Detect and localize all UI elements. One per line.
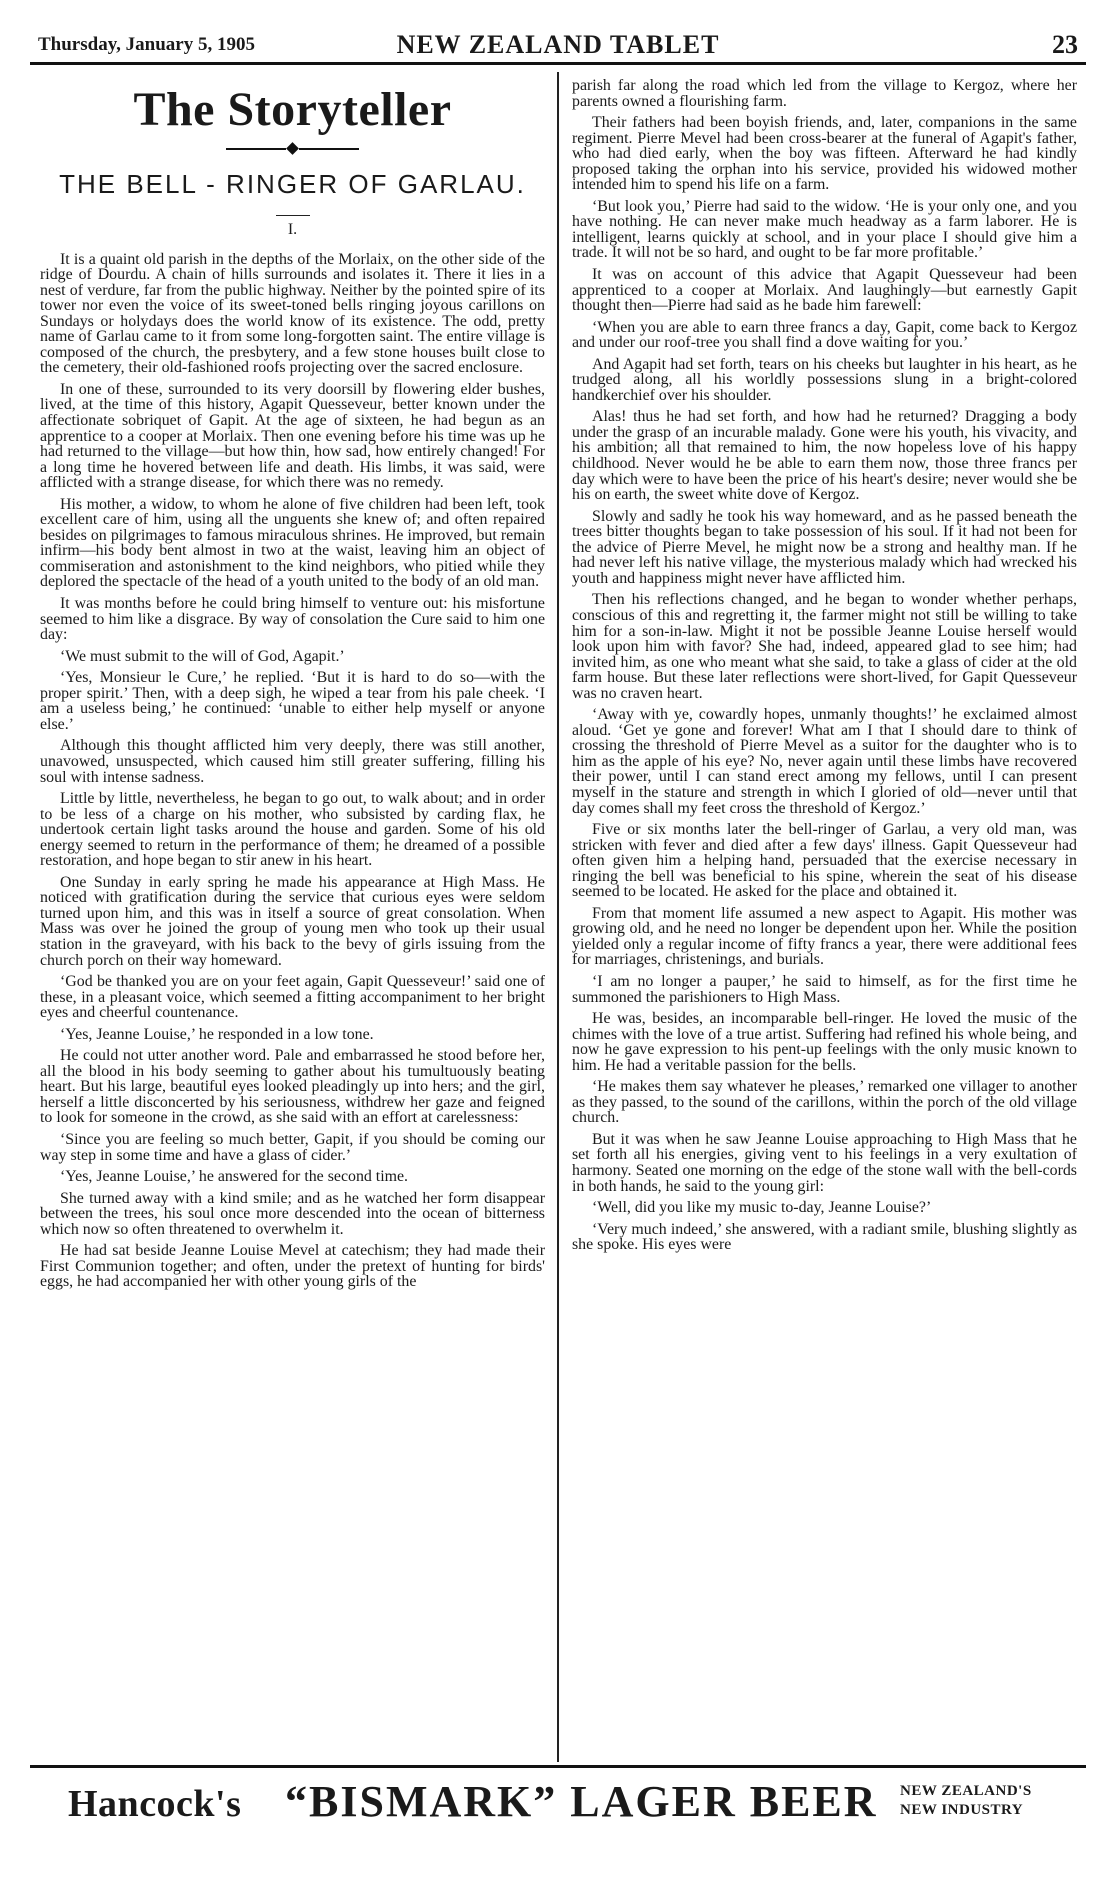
paragraph: It was months before he could bring himself to venture out: his misfortune seemed to him like a disgrace. By way of consolation the Cure said to him one day: bbox=[40, 595, 545, 644]
paragraph: His mother, a widow, to whom he alone of five children had been left, took excellent care of him, using all the unguents she knew of; and often repaired besides on pilgrimages to famous miraculous shrines. He improved, but remain infirm—his body bent almost in two at the waist, leaving him an object of commiseration and astonishment to the kind neighbors, who pitied while they deplored the spectacle of the head of a youth united to the body of an old man. bbox=[40, 495, 545, 591]
paragraph: Alas! thus he had set forth, and how had he returned? Dragging a body under the grasp of an incurable malady. Gone were his youth, his vivacity, and his ambition; all that remained to him, the now hopeless love of his happy childhood. Never would he be able to earn them now, those three francs per day which were to have been the price of his heart's desire; never would she be his on earth, the sweet white dove of Kergoz. bbox=[572, 408, 1077, 504]
paragraph: It was on account of this advice that Agapit Quesseveur had been apprenticed to a cooper at Morlaix. And laughingly—but earnestly Gapit thought then—Pierre had said as he bade him farewell: bbox=[572, 266, 1077, 315]
paragraph: He was, besides, an incomparable bell-ringer. He loved the music of the chimes with the love of a true artist. Suffering had refined his whole being, and now he gave expression to his pent-up feelings with the only music known to him. He had a veritable passion for the bells. bbox=[572, 1010, 1077, 1074]
chapter-number: I. bbox=[287, 221, 298, 238]
story-title: THE BELL - RINGER OF GARLAU. bbox=[59, 169, 526, 199]
paragraph: ‘But look you,’ Pierre had said to the widow. ‘He is your only one, and you have nothing. He can never make much headway as a farm laborer. He is intelligent, learns quickly at school, and in your place I should give him a trade. It will not be so hard, and ought to be far more profitable.’ bbox=[572, 197, 1077, 262]
paragraph: ‘We must submit to the will of God, Agapit.’ bbox=[60, 647, 345, 665]
diamond-icon bbox=[286, 142, 299, 155]
paragraph: It is a quaint old parish in the depths of the Morlaix, on the other side of the ridge of Dourdu. A chain of hills surrounds and isolates it. There it lies in a nest of verdure, far from the public highway. Neither by the pointed spire of its tower nor even the voice of its sweet-toned bells ringing joyous carillons on Sundays or holydays does the world know of its existence. The odd, pretty name of Garlau came to it from some long-forgotten saint. The entire village is composed of the church, the presbytery, and a few stone houses built close to the cemetery, their old-fashioned roofs projecting over the sacred enclosure. bbox=[40, 250, 545, 377]
paragraph: In one of these, surrounded to its very doorsill by flowering elder bushes, lived, at the time of this history, Agapit Quesseveur, better known under the affectionate sobriquet of Gapit. At the age of sixteen, he had begun as an apprentice to a cooper at Morlaix. Then one evening before his time was up he had returned to the village—but how thin, how sad, how entirely changed! For a long time he hovered between life and death. His limbs, it was said, were afflicted with a strange disease, for which there was no remedy. bbox=[40, 380, 545, 492]
paragraph: Although this thought afflicted him very deeply, there was still another, unavowed, unsuspected, which caused him still greater suffering, filling his soul with intense sadness. bbox=[40, 737, 545, 786]
ad-tagline-line-2: NEW INDUSTRY bbox=[900, 1802, 1024, 1818]
advertisement-banner bbox=[30, 1765, 1086, 1838]
column-divider bbox=[557, 72, 559, 1762]
paragraph: ‘God be thanked you are on your feet again, Gapit Quesseveur!’ said one of these, in a pleasant voice, which seemed a fitting accompaniment to her bright eyes and cheerful countenance. bbox=[40, 973, 545, 1022]
paragraph: And Agapit had set forth, tears on his cheeks but laughter in his heart, as he trudged along, all his worldly possessions slung in a bright-colored handkerchief over his shoulder. bbox=[572, 355, 1077, 404]
right-column bbox=[572, 78, 1077, 1758]
paragraph: ‘Yes, Jeanne Louise,’ he responded in a low tone. bbox=[60, 1025, 374, 1043]
paragraph: Five or six months later the bell-ringer of Garlau, a very old man, was stricken with fever and died after a few days' illness. Gapit Quesseveur had often given him a helping hand, persuaded that the exercise necessary in ringing the bell was beneficial to his spine, wherein the seat of his disease seemed to be located. He asked for the place and obtained it. bbox=[572, 821, 1077, 901]
paragraph: He could not utter another word. Pale and embarrassed he stood before her, all the blood in his body seeming to gather about his tumultuously beating heart. But his large, beautiful eyes looked pleadingly up into hers; and the girl, herself a little disconcerted by his seriousness, withdrew her gaze and feigned to look for someone in the crowd, as she said with an effort at carelessness: bbox=[40, 1047, 545, 1127]
paragraph: parish far along the road which led from the village to Kergoz, where her parents owned a flourishing farm. bbox=[572, 78, 1077, 110]
paragraph: One Sunday in early spring he made his appearance at High Mass. He noticed with gratification during the service that curious eyes were seldom turned upon him, and this was in itself a source of great consolation. When Mass was over he joined the group of young men who took up their usual station in the graveyard, with his back to the bevy of girls issuing from the church porch on their way homeward. bbox=[40, 873, 545, 969]
paragraph: ‘Well, did you like my music to-day, Jeanne Louise?’ bbox=[592, 1199, 932, 1217]
paragraph: He had sat beside Jeanne Louise Mevel at catechism; they had made their First Communion together; and often, under the pretext of hunting for birds' eggs, he had accompanied her with other young girls of the bbox=[40, 1242, 545, 1291]
paragraph: ‘Very much indeed,’ she answered, with a radiant smile, blushing slightly as she spoke. His eyes were bbox=[572, 1220, 1077, 1254]
ad-brand: Hancock's bbox=[68, 1783, 242, 1825]
ad-tagline-line-1: NEW ZEALAND'S bbox=[900, 1783, 1032, 1799]
left-column bbox=[40, 78, 545, 1758]
paragraph: ‘When you are able to earn three francs a day, Gapit, come back to Kergoz and under our roof-tree you shall find a dove waiting for you.’ bbox=[572, 318, 1077, 352]
paragraph: But it was when he saw Jeanne Louise approaching to High Mass that he set forth all his energies, giving vent to his feelings in a very exultation of harmony. Seated one morning on the edge of the stone wall with the bell-cords in both hands, he said to the young girl: bbox=[572, 1130, 1077, 1195]
paragraph: ‘Since you are feeling so much better, Gapit, if you should be coming our way step in some time and have a glass of cider.’ bbox=[40, 1130, 545, 1164]
masthead bbox=[30, 28, 1086, 65]
page-number: 23 bbox=[1052, 30, 1078, 59]
paragraph: ‘I am no longer a pauper,’ he said to himself, as for the first time he summoned the parishioners to High Mass. bbox=[572, 972, 1077, 1006]
paragraph: Slowly and sadly he took his way homeward, and as he passed beneath the trees bitter thoughts began to take possession of his soul. If it had not been for the advice of Pierre Mevel, he might now be a strong and healthy man. If he had never left his native village, the mysterious malady which had wrecked his youth and happiness might never have afflicted him. bbox=[572, 507, 1077, 587]
paragraph: Little by little, nevertheless, he began to go out, to walk about; and in order to be less of a charge on his mother, who subsisted by carding flax, he undertook certain light tasks around the house and garden. Some of his old energy seemed to return in the performance of them; he dreamed of a possible restoration, and hope began to stir anew in his heart. bbox=[40, 790, 545, 870]
paragraph: ‘Yes, Monsieur le Cure,’ he replied. ‘But it is hard to do so—with the proper spirit.’ Then, with a deep sigh, he wiped a tear from his pale cheek. ‘I am a useless being,’ he continued: ‘unable to either help myself or anyone else.’ bbox=[40, 669, 545, 733]
paragraph: Their fathers had been boyish friends, and, later, companions in the same regiment. Pierre Mevel had been cross-bearer at the funeral of Agapit's father, who had died early, when the boy was fifteen. Afterward he had kindly proposed taking the orphan into his service, provided his widowed mother intended him to spend his life on a farm. bbox=[572, 114, 1077, 194]
paragraph: She turned away with a kind smile; and as he watched her form disappear between the trees, his soul once more descended into the ocean of bitterness which now so often threatened to overwhelm it. bbox=[40, 1189, 545, 1238]
short-rule bbox=[276, 215, 310, 216]
ad-product: “BISMARK” LAGER BEER bbox=[285, 1777, 878, 1826]
issue-date: Thursday, January 5, 1905 bbox=[38, 34, 255, 55]
paragraph: From that moment life assumed a new aspect to Agapit. His mother was growing old, and he need no longer be dependent upon her. While the position yielded only a regular income of fifty francs a year, there were additional fees for marriages, christenings, and burials. bbox=[572, 904, 1077, 969]
paragraph: ‘Yes, Jeanne Louise,’ he answered for the second time. bbox=[60, 1168, 409, 1186]
paragraph: Then his reflections changed, and he began to wonder whether perhaps, conscious of this and regretting it, the farmer might not still be willing to take him for a son-in-law. Might it not be possible Jeanne Louise herself would look upon him with favor? She had, indeed, appeared glad to see him; had invited him, as one who meant what she said, to take a glass of cider at the old farm house. But these later reflections were short-lived, for Gapit Quesseveur was no craven heart. bbox=[572, 591, 1077, 702]
paragraph: ‘He makes them say whatever he pleases,’ remarked one villager to another as they passed, to the sound of the carillons, within the porch of the old village church. bbox=[572, 1078, 1077, 1127]
ad-tagline bbox=[900, 1782, 1032, 1820]
newspaper-name: NEW ZEALAND TABLET bbox=[396, 30, 720, 59]
ornament-divider bbox=[40, 144, 545, 153]
paragraph: ‘Away with ye, cowardly hopes, unmanly thoughts!’ he exclaimed almost aloud. ‘Get ye gone and forever! What am I that I should dare to think of crossing the threshold of Pierre Mevel as a suitor for the daughter who is to him as the apple of his eye? No, never again until these limbs have recovered their power, until I can stand erect among my fellows, until I can present myself in the stature and strength in which I gloried of old—never until that day comes shall my feet cross the threshold of Kergoz.’ bbox=[572, 706, 1077, 817]
section-title: The Storyteller bbox=[133, 83, 452, 136]
